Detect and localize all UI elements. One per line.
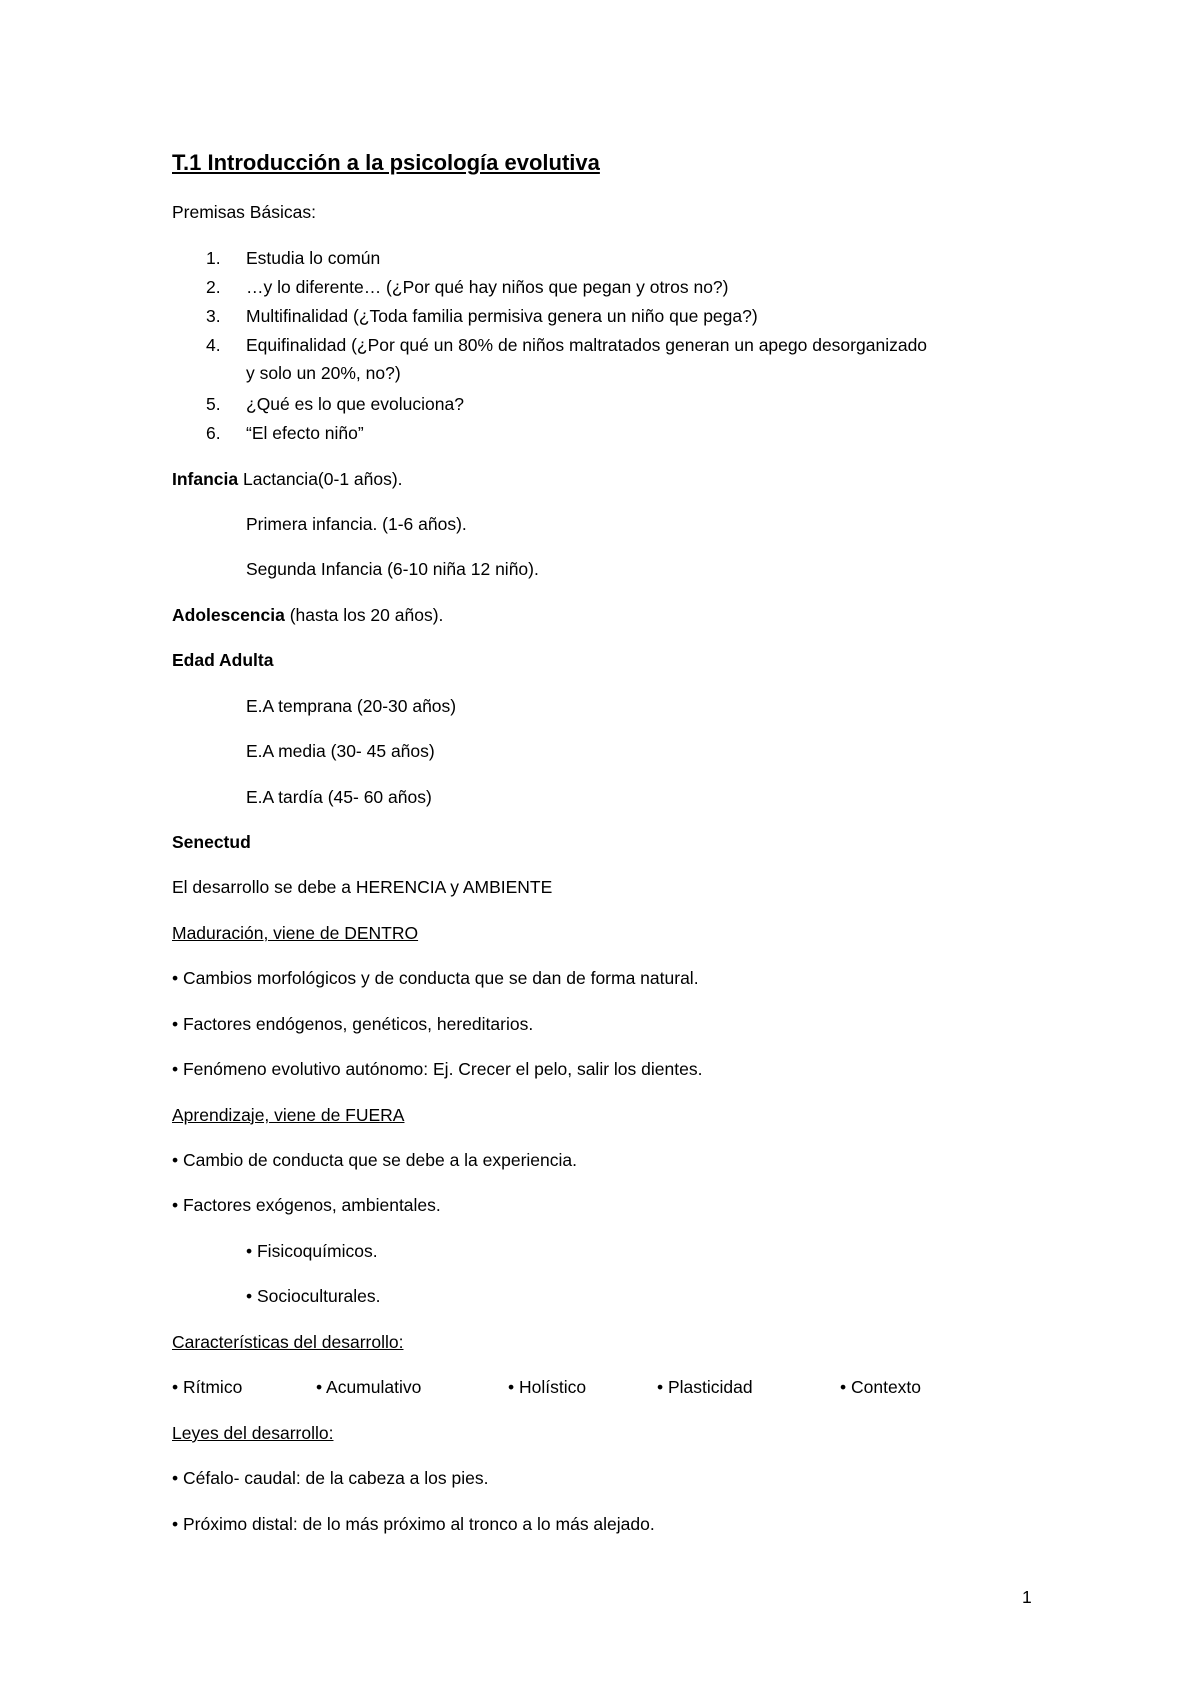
adulta-item: E.A temprana (20-30 años) [246, 696, 457, 716]
bullet-item: • Factores endógenos, genéticos, hereditarios. [172, 1014, 534, 1034]
aprendizaje-heading: Aprendizaje, viene de FUERA [172, 1105, 405, 1125]
adulta-item: E.A media (30- 45 años) [246, 741, 435, 761]
caracteristica-item: • Plasticidad [657, 1377, 753, 1397]
adolescencia-text: (hasta los 20 años). [289, 605, 444, 625]
maduracion-heading: Maduración, viene de DENTRO [172, 923, 419, 943]
adolescencia-line [172, 603, 443, 627]
leyes-heading: Leyes del desarrollo: [172, 1423, 334, 1443]
list-item-text: Estudia lo común [246, 248, 381, 268]
bullet-item: • Próximo distal: de lo más próximo al tronco a lo más alejado. [172, 1514, 655, 1534]
edad-adulta-label: Edad Adulta [172, 650, 274, 670]
list-item-number: 3. [206, 306, 221, 326]
list-item-continuation: y solo un 20%, no?) [246, 363, 401, 383]
bullet-item: • Céfalo- caudal: de la cabeza a los pies. [172, 1468, 489, 1488]
list-item-text: Equifinalidad (¿Por qué un 80% de niños maltratados generan un apego desorganizado [246, 335, 928, 355]
bullet-item: • Cambios morfológicos y de conducta que se dan de forma natural. [172, 968, 699, 988]
senectud-label: Senectud [172, 832, 251, 852]
bullet-item: • Cambio de conducta que se debe a la experiencia. [172, 1150, 578, 1170]
infancia-line [172, 467, 403, 491]
primera-infancia: Primera infancia. (1-6 años). [246, 514, 467, 534]
bullet-item: • Fenómeno evolutivo autónomo: Ej. Crecer el pelo, salir los dientes. [172, 1059, 703, 1079]
segunda-infancia: Segunda Infancia (6-10 niña 12 niño). [246, 559, 539, 579]
page-number: 1 [1022, 1587, 1032, 1607]
list-item-number: 4. [206, 335, 221, 355]
list-item-text: ¿Qué es lo que evoluciona? [246, 394, 464, 414]
caracteristicas-heading: Características del desarrollo: [172, 1332, 404, 1352]
caracteristica-item: • Holístico [508, 1377, 587, 1397]
adulta-item: E.A tardía (45- 60 años) [246, 787, 432, 807]
premisas-heading: Premisas Básicas: [172, 202, 316, 222]
list-item-text: Multifinalidad (¿Toda familia permisiva genera un niño que pega?) [246, 306, 758, 326]
list-item-number: 6. [206, 423, 221, 443]
list-item-text: …y lo diferente… (¿Por qué hay niños que pegan y otros no?) [246, 277, 729, 297]
sub-bullet-item: • Fisicoquímicos. [246, 1241, 378, 1261]
list-item-number: 1. [206, 248, 221, 268]
page-title: T.1 Introducción a la psicología evolutiva [172, 150, 600, 175]
caracteristica-item: • Acumulativo [316, 1377, 422, 1397]
list-item-number: 5. [206, 394, 221, 414]
adolescencia-label: Adolescencia [172, 605, 285, 625]
caracteristica-item: • Contexto [840, 1377, 922, 1397]
infancia-label: Infancia [172, 469, 239, 489]
bullet-item: • Factores exógenos, ambientales. [172, 1195, 441, 1215]
desarrollo-text: El desarrollo se debe a HERENCIA y AMBIENTE [172, 877, 553, 897]
list-item-text: “El efecto niño” [246, 423, 364, 443]
lactancia-text: Lactancia(0-1 años). [243, 469, 403, 489]
caracteristica-item: • Rítmico [172, 1377, 243, 1397]
sub-bullet-item: • Socioculturales. [246, 1286, 381, 1306]
list-item-number: 2. [206, 277, 221, 297]
